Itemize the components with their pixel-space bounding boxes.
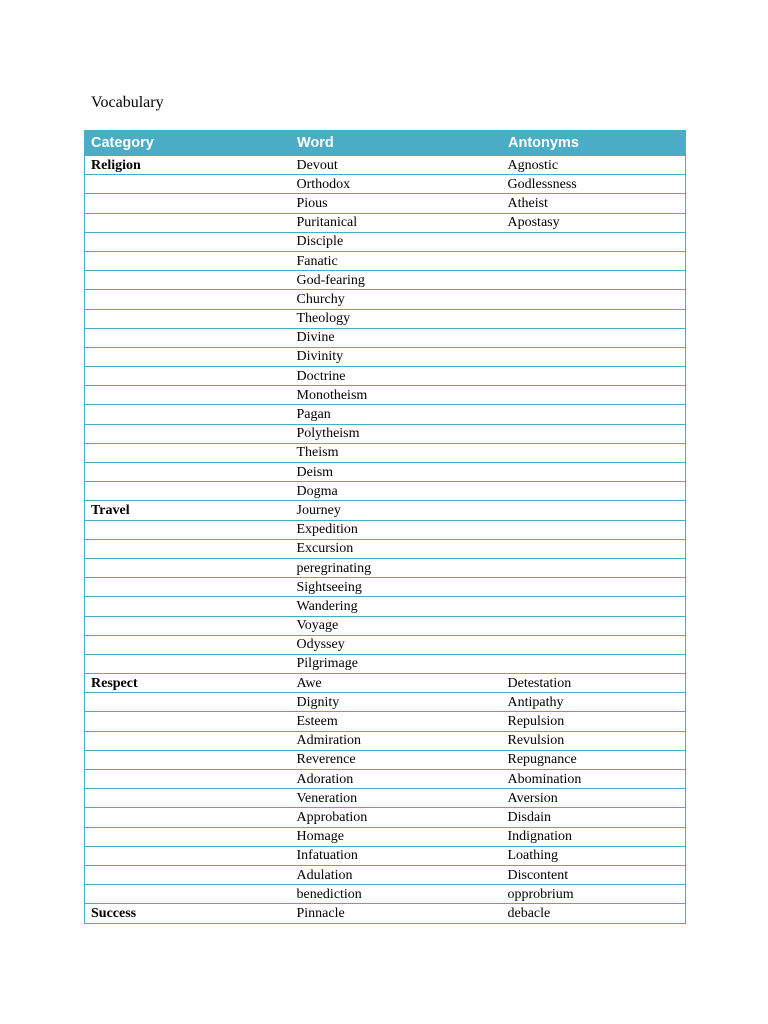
table-row: [85, 194, 686, 213]
table-row: [85, 674, 686, 693]
table-row: [85, 271, 686, 290]
antonym-cell: [502, 347, 686, 366]
word-cell: Orthodox: [291, 175, 502, 194]
word-cell: Doctrine: [291, 367, 502, 386]
table-row: [85, 443, 686, 462]
antonym-cell: Indignation: [502, 827, 686, 846]
category-cell: [85, 309, 291, 328]
antonym-cell: debacle: [502, 904, 686, 923]
table-row: [85, 463, 686, 482]
table-row: [85, 770, 686, 789]
table-row: [85, 597, 686, 616]
category-cell: [85, 770, 291, 789]
table-row: [85, 846, 686, 865]
category-cell: [85, 578, 291, 597]
category-cell: Respect: [85, 674, 291, 693]
category-cell: [85, 367, 291, 386]
word-cell: Sightseeing: [291, 578, 502, 597]
table-row: [85, 367, 686, 386]
word-cell: Theism: [291, 443, 502, 462]
table-row: [85, 578, 686, 597]
word-cell: Journey: [291, 501, 502, 520]
category-cell: [85, 846, 291, 865]
word-cell: Awe: [291, 674, 502, 693]
antonym-cell: Antipathy: [502, 693, 686, 712]
antonym-cell: Repulsion: [502, 712, 686, 731]
table-row: [85, 635, 686, 654]
antonym-cell: [502, 309, 686, 328]
word-cell: Adoration: [291, 770, 502, 789]
antonym-cell: [502, 424, 686, 443]
category-cell: [85, 213, 291, 232]
word-cell: Monotheism: [291, 386, 502, 405]
category-cell: [85, 865, 291, 884]
table-row: [85, 712, 686, 731]
antonym-cell: [502, 520, 686, 539]
table-row: [85, 693, 686, 712]
antonym-cell: [502, 271, 686, 290]
category-cell: [85, 271, 291, 290]
category-cell: Religion: [85, 156, 291, 175]
category-cell: [85, 750, 291, 769]
table-row: [85, 789, 686, 808]
category-cell: [85, 654, 291, 673]
category-cell: [85, 558, 291, 577]
word-cell: Pagan: [291, 405, 502, 424]
category-cell: [85, 693, 291, 712]
word-cell: Homage: [291, 827, 502, 846]
table-body: [85, 156, 686, 924]
antonym-cell: [502, 386, 686, 405]
antonym-cell: Discontent: [502, 865, 686, 884]
antonym-cell: [502, 654, 686, 673]
table-row: [85, 865, 686, 884]
antonym-cell: Abomination: [502, 770, 686, 789]
category-cell: [85, 712, 291, 731]
word-cell: Fanatic: [291, 251, 502, 270]
table-row: [85, 290, 686, 309]
word-cell: Approbation: [291, 808, 502, 827]
category-cell: [85, 635, 291, 654]
table-row: [85, 827, 686, 846]
category-cell: [85, 520, 291, 539]
table-row: [85, 405, 686, 424]
antonym-cell: [502, 482, 686, 501]
category-cell: [85, 443, 291, 462]
category-cell: [85, 597, 291, 616]
word-cell: Veneration: [291, 789, 502, 808]
antonym-cell: [502, 597, 686, 616]
word-cell: Infatuation: [291, 846, 502, 865]
category-cell: [85, 328, 291, 347]
category-cell: [85, 827, 291, 846]
category-cell: [85, 290, 291, 309]
word-cell: Pinnacle: [291, 904, 502, 923]
antonym-cell: [502, 558, 686, 577]
category-cell: [85, 232, 291, 251]
table-row: [85, 482, 686, 501]
table-row: [85, 328, 686, 347]
word-cell: Wandering: [291, 597, 502, 616]
table-row: [85, 520, 686, 539]
antonym-cell: Godlessness: [502, 175, 686, 194]
antonym-cell: Apostasy: [502, 213, 686, 232]
table-row: [85, 213, 686, 232]
table-row: [85, 539, 686, 558]
category-cell: [85, 789, 291, 808]
table-row: [85, 616, 686, 635]
word-cell: Disciple: [291, 232, 502, 251]
header-row: [85, 131, 686, 156]
antonym-cell: [502, 367, 686, 386]
table-row: [85, 424, 686, 443]
category-cell: [85, 539, 291, 558]
antonym-cell: Detestation: [502, 674, 686, 693]
table-row: [85, 309, 686, 328]
word-cell: Devout: [291, 156, 502, 175]
table-row: [85, 654, 686, 673]
antonym-cell: [502, 539, 686, 558]
word-cell: peregrinating: [291, 558, 502, 577]
category-cell: [85, 424, 291, 443]
word-cell: Puritanical: [291, 213, 502, 232]
category-cell: Travel: [85, 501, 291, 520]
word-cell: Excursion: [291, 539, 502, 558]
antonym-cell: [502, 232, 686, 251]
category-cell: [85, 482, 291, 501]
antonym-cell: Repugnance: [502, 750, 686, 769]
table-row: [85, 808, 686, 827]
header-category: Category: [85, 131, 291, 156]
document-title: Vocabulary: [91, 94, 164, 111]
antonym-cell: [502, 443, 686, 462]
word-cell: Theology: [291, 309, 502, 328]
table-row: [85, 904, 686, 923]
word-cell: Odyssey: [291, 635, 502, 654]
category-cell: [85, 885, 291, 904]
category-cell: [85, 386, 291, 405]
vocabulary-table: [84, 130, 686, 924]
category-cell: [85, 463, 291, 482]
antonym-cell: [502, 635, 686, 654]
antonym-cell: Aversion: [502, 789, 686, 808]
header-antonyms: Antonyms: [502, 131, 686, 156]
word-cell: Churchy: [291, 290, 502, 309]
table-row: [85, 232, 686, 251]
table-row: [85, 558, 686, 577]
category-cell: [85, 616, 291, 635]
antonym-cell: opprobrium: [502, 885, 686, 904]
antonym-cell: Loathing: [502, 846, 686, 865]
table-row: [85, 386, 686, 405]
word-cell: Pious: [291, 194, 502, 213]
antonym-cell: [502, 405, 686, 424]
word-cell: Voyage: [291, 616, 502, 635]
antonym-cell: [502, 251, 686, 270]
table-row: [85, 731, 686, 750]
word-cell: God-fearing: [291, 271, 502, 290]
word-cell: Deism: [291, 463, 502, 482]
word-cell: Expedition: [291, 520, 502, 539]
antonym-cell: [502, 290, 686, 309]
header-word: Word: [291, 131, 502, 156]
category-cell: [85, 731, 291, 750]
category-cell: [85, 405, 291, 424]
table-row: [85, 885, 686, 904]
table-row: [85, 750, 686, 769]
antonym-cell: [502, 463, 686, 482]
table-row: [85, 156, 686, 175]
table-row: [85, 501, 686, 520]
word-cell: Admiration: [291, 731, 502, 750]
word-cell: Divine: [291, 328, 502, 347]
word-cell: Adulation: [291, 865, 502, 884]
category-cell: [85, 808, 291, 827]
word-cell: Dignity: [291, 693, 502, 712]
word-cell: Esteem: [291, 712, 502, 731]
category-cell: Success: [85, 904, 291, 923]
antonym-cell: Revulsion: [502, 731, 686, 750]
category-cell: [85, 251, 291, 270]
table-header: [85, 131, 686, 156]
antonym-cell: Atheist: [502, 194, 686, 213]
word-cell: benediction: [291, 885, 502, 904]
table-row: [85, 175, 686, 194]
table-row: [85, 347, 686, 366]
antonym-cell: [502, 578, 686, 597]
category-cell: [85, 175, 291, 194]
word-cell: Dogma: [291, 482, 502, 501]
word-cell: Reverence: [291, 750, 502, 769]
antonym-cell: Agnostic: [502, 156, 686, 175]
word-cell: Pilgrimage: [291, 654, 502, 673]
table-row: [85, 251, 686, 270]
antonym-cell: [502, 501, 686, 520]
antonym-cell: [502, 616, 686, 635]
antonym-cell: Disdain: [502, 808, 686, 827]
word-cell: Divinity: [291, 347, 502, 366]
category-cell: [85, 194, 291, 213]
category-cell: [85, 347, 291, 366]
word-cell: Polytheism: [291, 424, 502, 443]
antonym-cell: [502, 328, 686, 347]
